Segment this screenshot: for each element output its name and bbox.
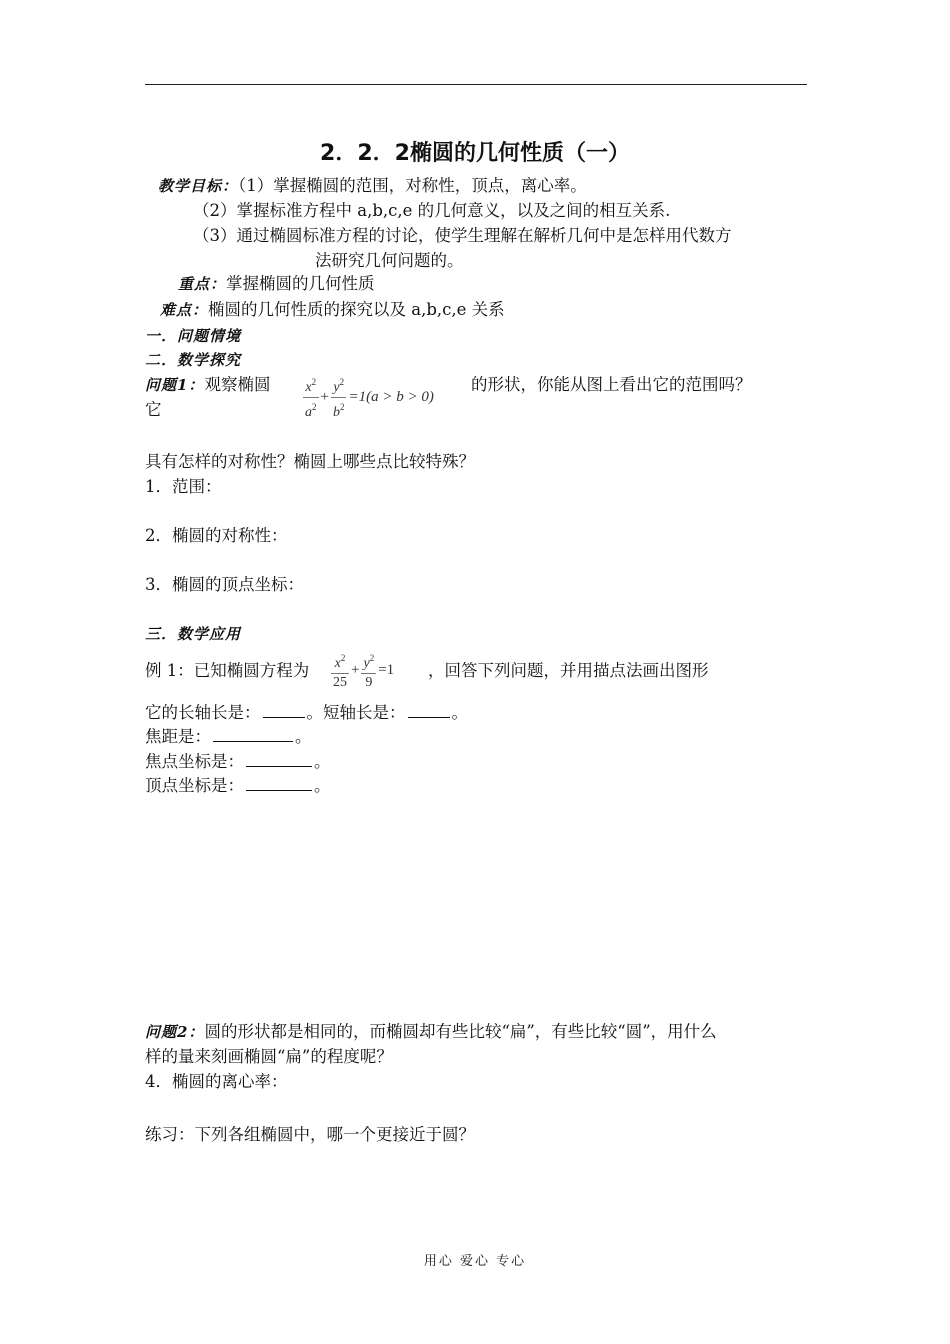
header-rule [145, 84, 807, 85]
ellipse-standard-formula: $\frac{x^2}{a^2}$ + $\frac{y^2}{b^2}$ =1(a > b > 0) [303, 373, 436, 422]
question-1-line-1 [145, 374, 270, 396]
question-1-text-a: 观察椭圆 [204, 375, 271, 394]
question-2-line-1: 问题2：圆的形状都是相同的，而椭圆却有些比较“扁”，有些比较“圆”，用什么 [145, 1022, 717, 1041]
formula-fraction-x: $\frac{x^2}{a^2}$ [305, 377, 317, 420]
question-1-text-b: 的形状，你能从图上看出它的范围吗？ [471, 375, 752, 394]
vertex-coordinates-blank[interactable] [246, 774, 312, 791]
objective-3-line-2: 法研究几何问题的。 [315, 251, 464, 270]
example-1-text-b: ，回答下列问题，并用描点法画出图形 [428, 661, 709, 680]
major-axis-blank[interactable] [263, 701, 305, 718]
minor-axis-blank[interactable] [408, 701, 450, 718]
example-1-focal-distance-line: 焦距是： 。 [145, 727, 312, 746]
example-fraction-x: $\frac{x^2}{25}$ [333, 653, 347, 690]
item-vertices: 3．椭圆的顶点坐标： [145, 575, 304, 594]
objective-2: （2）掌握标准方程中 a,b,c,e 的几何意义，以及之间的相互关系. [193, 201, 671, 220]
example-1-axes-line: 它的长轴长是： 。短轴长是： 。 [145, 703, 468, 722]
item-eccentricity: 4．椭圆的离心率： [145, 1072, 288, 1091]
key-point [178, 273, 375, 295]
question-1-text-d: 具有怎样的对称性？椭圆上哪些点比较特殊？ [145, 452, 475, 471]
exercise-text: 练习：下列各组椭圆中，哪一个更接近于圆？ [145, 1125, 475, 1144]
objectives-label: 教学目标： [158, 177, 239, 195]
section-3-heading: 三．数学应用 [145, 625, 242, 643]
objective-3-line-1: （3）通过椭圆标准方程的讨论，使学生理解在解析几何中是怎样用代数方 [193, 226, 732, 245]
example-1-text-a: 例 1：已知椭圆方程为 [145, 661, 310, 680]
page-title: 2．2．2椭圆的几何性质（一） [320, 141, 630, 166]
item-symmetry: 2．椭圆的对称性： [145, 526, 288, 545]
example-1-foci-line: 焦点坐标是： 。 [145, 752, 331, 771]
key-point-label: 重点： [178, 275, 227, 293]
objectives-line-1 [158, 175, 587, 197]
focal-distance-blank[interactable] [213, 725, 293, 742]
section-2-heading: 二．数学探究 [145, 351, 242, 369]
question-2-label: 问题2： [145, 1023, 205, 1041]
key-point-text: 掌握椭圆的几何性质 [226, 274, 375, 293]
question-1-label: 问题1： [145, 376, 205, 394]
question-1-text-c: 它 [145, 400, 162, 419]
example-1-formula: $\frac{x^2}{25}$ + $\frac{y^2}{9}$ =1 [331, 649, 396, 692]
example-fraction-y: $\frac{y^2}{9}$ [363, 653, 375, 690]
difficulty-text: 椭圆的几何性质的探究以及 a,b,c,e 关系 [208, 300, 505, 319]
question-2-line-2: 样的量来刻画椭圆“扁”的程度呢？ [145, 1047, 393, 1066]
section-1-heading: 一．问题情境 [145, 327, 242, 345]
item-range: 1．范围： [145, 477, 222, 496]
difficulty [160, 299, 505, 321]
example-1-vertices-line: 顶点坐标是： 。 [145, 776, 331, 795]
formula-fraction-y: $\frac{y^2}{b^2}$ [332, 377, 345, 420]
page-footer: 用心 爱心 专心 [423, 1254, 527, 1269]
difficulty-label: 难点： [160, 301, 209, 319]
objective-1: （1）掌握椭圆的范围，对称性，顶点，离心率。 [238, 176, 587, 195]
foci-coordinates-blank[interactable] [246, 750, 312, 767]
